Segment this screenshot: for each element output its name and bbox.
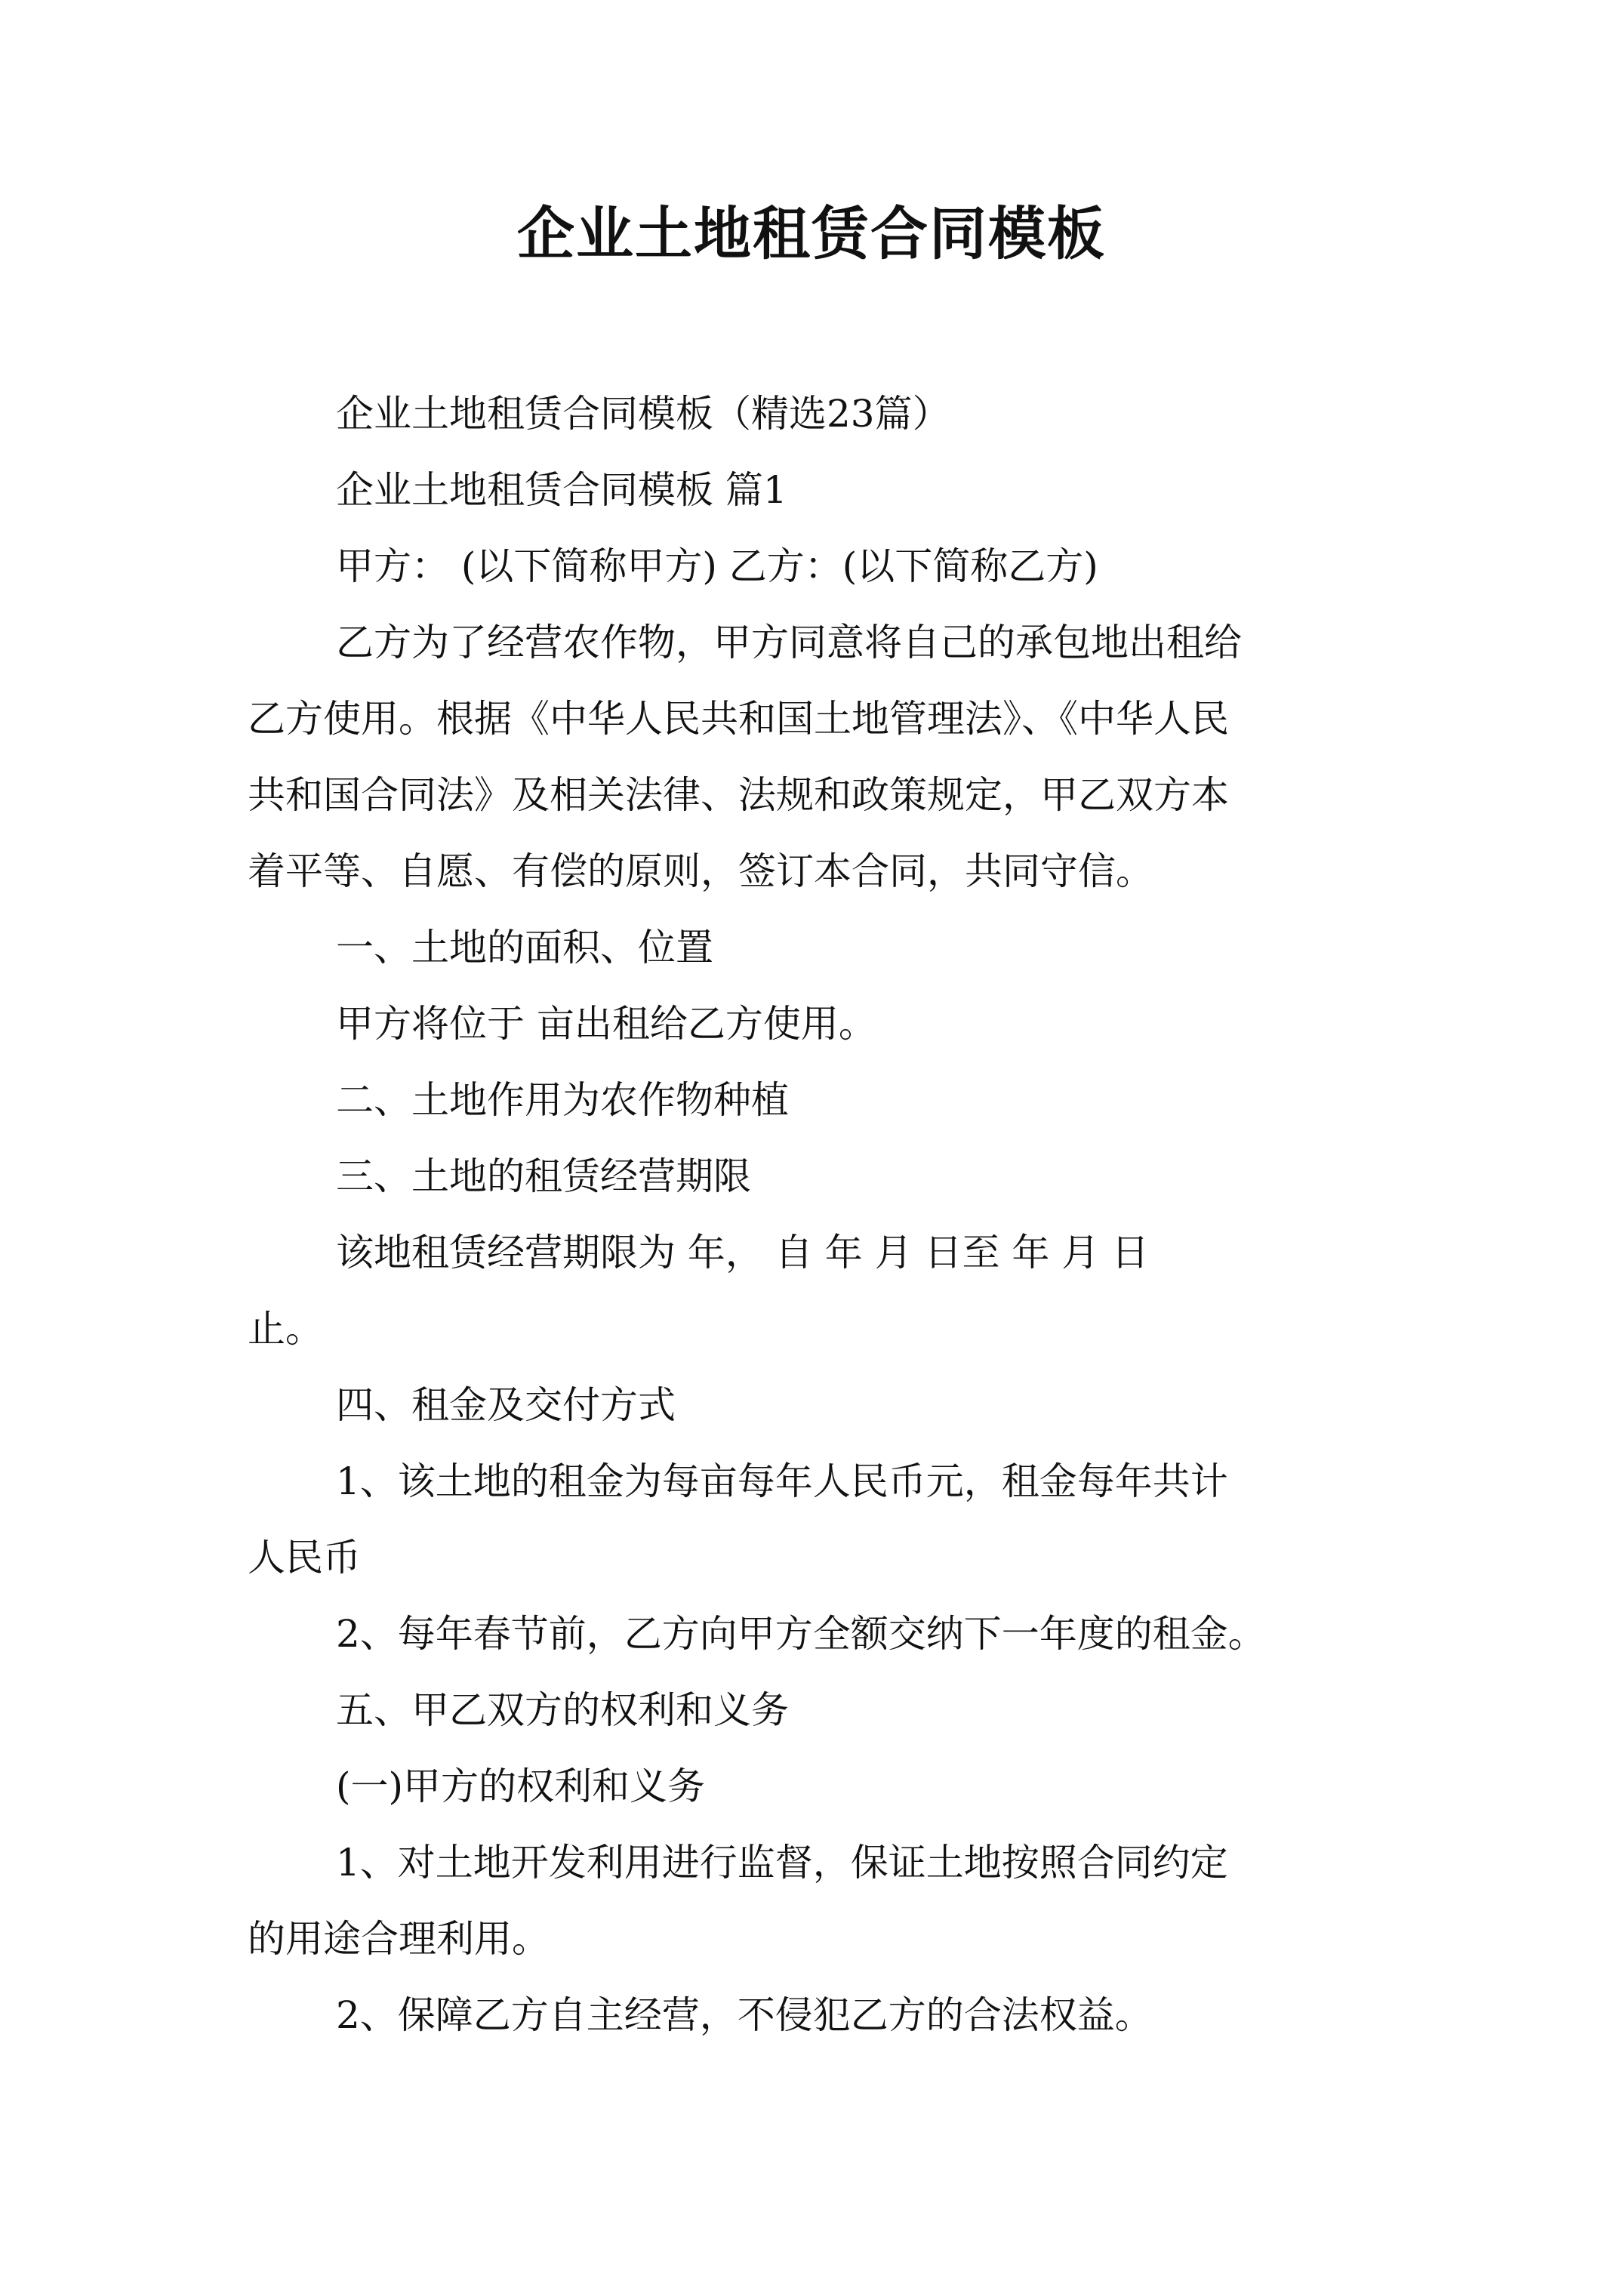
paragraph-line: 乙方为了经营农作物，甲方同意将自己的承包地出租给 xyxy=(336,621,1242,664)
section-heading: 企业土地租赁合同模板 篇1 xyxy=(336,468,787,512)
clause-heading: 一、土地的面积、位置 xyxy=(336,926,713,969)
subtitle-line: 企业土地租赁合同模板（精选23篇） xyxy=(336,392,950,436)
clause-text: 1、对土地开发利用进行监督，保证土地按照合同约定 xyxy=(336,1841,1228,1885)
clause-text: 2、每年春节前，乙方向甲方全额交纳下一年度的租金。 xyxy=(336,1612,1266,1656)
clause-text: 2、保障乙方自主经营，不侵犯乙方的合法权益。 xyxy=(336,1993,1153,2037)
document-title: 企业土地租赁合同模板 xyxy=(517,200,1106,267)
clause-heading: 四、租金及交付方式 xyxy=(336,1383,676,1427)
paragraph-line: 着平等、自愿、有偿的原则，签订本合同，共同守信。 xyxy=(248,849,1153,893)
clause-heading: 五、甲乙双方的权利和义务 xyxy=(336,1688,789,1732)
paragraph-line: 乙方使用。根据《中华人民共和国土地管理法》、《中华人民 xyxy=(248,697,1229,741)
clause-text: 的用途合理利用。 xyxy=(248,1917,550,1961)
paragraph-line: 共和国合同法》及相关法律、法规和政策规定，甲乙双方本 xyxy=(248,773,1229,817)
clause-text: 止。 xyxy=(248,1307,323,1351)
sub-clause-heading: (一)甲方的权利和义务 xyxy=(336,1764,706,1808)
document-body xyxy=(248,376,1380,2054)
clause-text: 人民币 xyxy=(248,1536,361,1579)
clause-heading: 三、土地的租赁经营期限 xyxy=(336,1154,751,1198)
clause-text: 甲方将位于 亩出租给乙方使用。 xyxy=(336,1002,876,1046)
clause-text: 1、该土地的租金为每亩每年人民币元，租金每年共计 xyxy=(336,1459,1228,1503)
clause-text: 该地租赁经营期限为 年， 自 年 月 日至 年 月 日 xyxy=(336,1231,1150,1274)
clause-heading: 二、土地作用为农作物种植 xyxy=(336,1078,789,1122)
parties-line: 甲方： (以下简称甲方) 乙方：(以下简称乙方) xyxy=(336,544,1098,588)
